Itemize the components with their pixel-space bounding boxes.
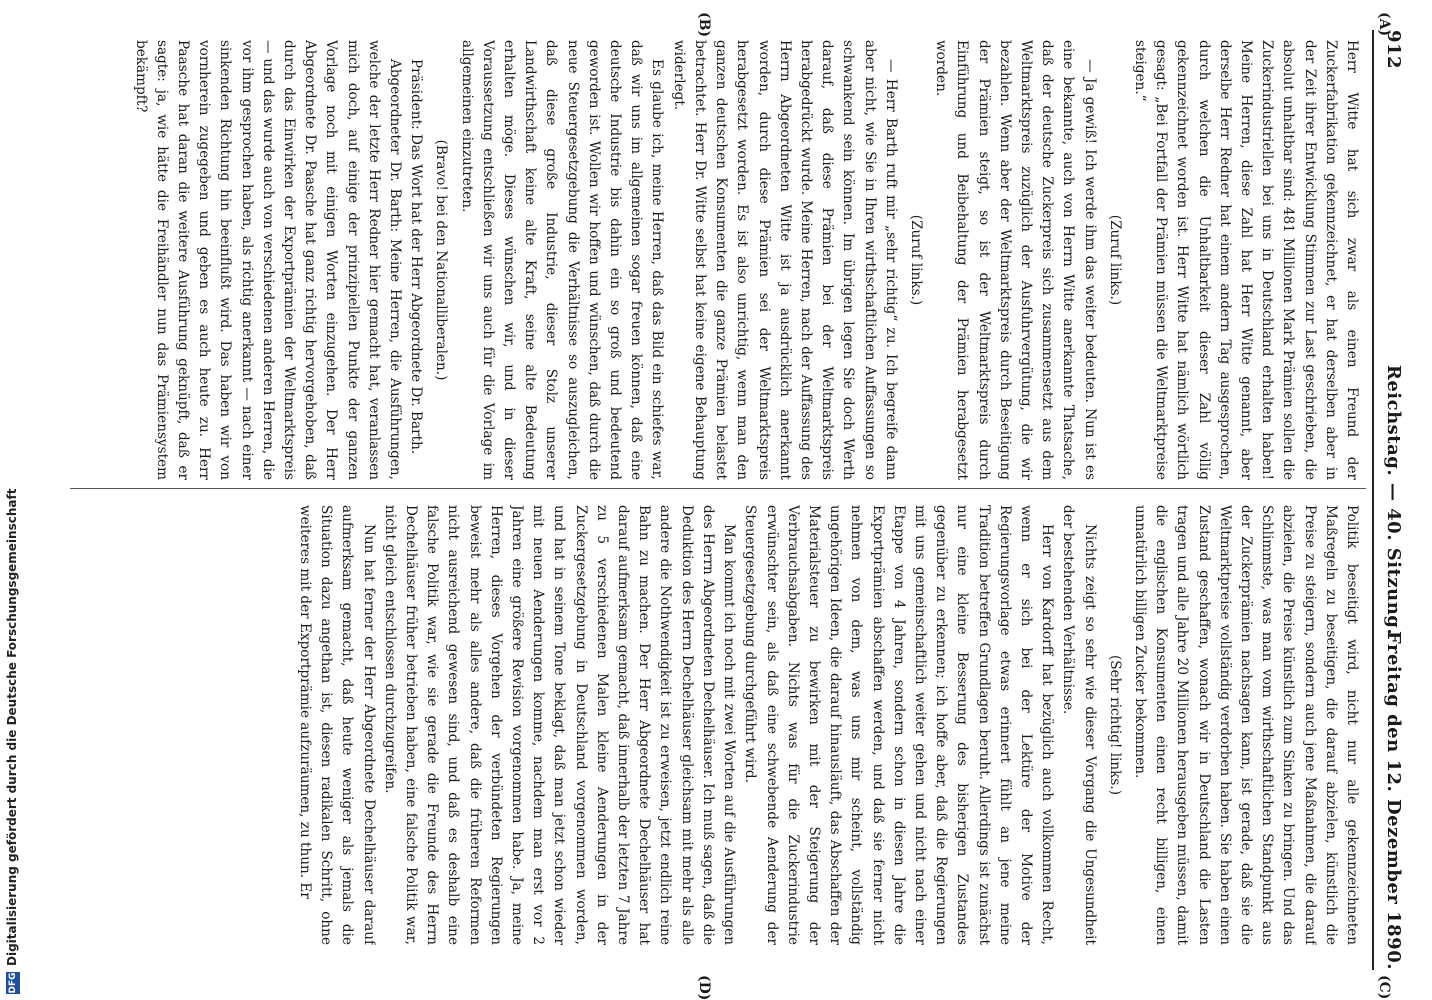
right-column <box>70 505 1362 945</box>
header-rule <box>1372 30 1374 970</box>
paragraph: Herr von Kardorff hat bezüglich auch vollkommen Recht, wenn er sich bei der Lektüre der Motive der Regierungsvorlage etwas erinnert fühlt an jene meine Tradition betreffen Grundlagen beruht. Allerdings ist zunächst nur eine kleine Besserung des bisherigen Zustandes gegenüber zu erkennen; ich hoffe aber, daß die Regierungen mit uns gemeinschaftlich weiter gehen und nicht nach einer Etappe von 4 Jahren, sondern schon in diesen Jahre die Exportprämien abschaffen werden, und daß sie ferner nicht nehmen von dem, was uns mir scheint, vollständig ungehörigen Ideen, die darauf hinausläuft, das Abschaffen der Materialsteuer zu bewirken mit der Steigerung der Verbrauchsabgaben. Nichts was für die Zuckerindustrie erwünschter sein, als daß eine schwebende Aenderung der Steuergesetzgebung durchgeführt wird. <box>742 505 1056 945</box>
paragraph: Herr Witte hat sich zwar als einen Freund der Zuckerfabrikation gekennzeichnet, er hat derselben aber in der Zeit ihrer Entwicklung Stimmen zur Last geschrieben, die absolut unhaltbar sind: 481 Millionen Mark Prämien sollen die Zuckerindustriellen bei uns in Deutschland erhalten haben! Meine Herren, diese Zahl hat Herr Witte genannt, aber derselbe Herr Redner hat einem andern Tag ausgesprochen, durch welchen die Unhaltbarkeit dieser Zahl völlig gekennzeichnet worden ist. Herr Witte hat nämlich wörtlich gesagt: „Bei Fortfall der Prämien müssen die Weltmarktpreise steigen.“ <box>1131 40 1360 480</box>
paragraph: — Herr Barth ruft mir „sehr richtig“ zu. Ich begreife dann aber nicht, wie Sie in Ihren wirthschaftlichen Auffassungen so schwankend sein können. Im übrigen legen Sie doch Werth darauf, daß diese Prämien bei der Weltmarktspreis herabgedrückt wurde. Meine Herren, nach der Auffassung des Herrn Abgeordneten Witte ist ja ausdrücklich anerkannt worden, durch diese Prämien sei der Weltmarktspreis herabgesetzt worden. Es ist also unrichtig, wenn man den ganzen deutschen Konsumenten die ganze Prämien belastet betrachtet. Herr Dr. Witte selbst hat keine eigene Behauptung widerlegt. <box>670 40 899 480</box>
left-column <box>70 40 1362 480</box>
paragraph: Politik beseitigt wird, nicht nur alle gekennzeichneten Maßregeln zu beseitigen, die darauf abzielen, künstlich die Preise zu steigern, sondern auch jene Maßnahmen, die darauf abzielen, die Preise künstlich zum Sinken zu bringen. Und das Schlimmste, was man vom wirthschaftlichen Standpunkt aus der Zuckerprämien nachsagen kann, ist gerade, daß sie die Weltmarktpreise vollständig verdorben haben. Sie haben einen Zustand geschaffen, wonach wir in Deutschland die Lasten tragen und alle Jahre 20 Millionen herausgeben müssen, damit die englischen Konsumenten einen recht billigen, einen unnatürlich billigen Zucker bekommen. <box>1131 505 1360 945</box>
dfg-logo-icon: DFG <box>8 972 18 994</box>
paragraph: — Ja gewiß! Ich werde ihm das weiter bedeuten. Nun ist es eine bekannte, auch von Herrn Witte anerkannte Thatsache, daß der deutsche Zuckerpreis sich zusammensetzt aus dem Weltmarktspreis zuzüglich der Ausfuhrvergütung, die wir bezahlen. Wenn aber der Weltmarktspreis durch Beseitigung der Prämien steigt, so ist der Weltmarktspreis durch Einführung und Beibehaltung der Prämien herabgesetzt worden. <box>933 40 1098 480</box>
paragraph: Nichts zeigt so sehr wie dieser Vorgang die Ungesundheit der bestehenden Verhältnisse. <box>1060 505 1098 945</box>
page-header <box>1376 30 1404 970</box>
column-divider <box>70 488 1366 489</box>
paragraph: Abgeordneter Dr. Barth: Meine Herren, die Ausführungen, welche der letzte Herr Redner hier gemacht hat, veranlassen mich doch, auf einige der prinzipiellen Punkte der ganzen Vorlage noch mit einigen Worten einzugehen. Der Herr Abgeordnete Dr. Paasche hat ganz richtig hervorgehoben, daß durch das Einwirken der Exportprämien der Weltmarktspreis — und das wurde auch von verschiedenen anderen Herren, die vor ihm gesprochen haben, als richtig anerkannt — nach einer sinkenden Richtung hin beeinflußt wird. Das haben wir von vornherein zugegeben und geben es auch heute zu. Herr Paasche hat daran die weitere Ausführung geknüpft, daß er sagte: ja, wie hätte die Freihändler nun das Prämiensystem bekämpft? <box>132 40 404 480</box>
funding-note: Digitalisierung gefördert durch die Deutsche Forschungsgemeinschaft <box>5 488 19 966</box>
interjection: (Bravo! bei den Nationalliberalen.) <box>433 139 450 381</box>
running-title: Reichstag. — 40. Sitzung. <box>1383 364 1404 636</box>
margin-mark-b: (B) <box>696 12 712 38</box>
session-date: Freitag den 12. Dezember 1890. <box>1383 631 1404 970</box>
funding-footer <box>2 0 26 1000</box>
margin-mark-c: (C) <box>1376 975 1392 1000</box>
interjection: (Zuruf links.) <box>907 214 924 306</box>
margin-mark-d: (D) <box>696 975 712 1000</box>
margin-mark-a: (A) <box>1376 12 1392 37</box>
paragraph: Präsident: Das Wort hat der Herr Abgeordnete Dr. Barth. <box>408 59 425 455</box>
page-number: 912 <box>1383 30 1404 70</box>
paragraph: Es glaube ich, meine Herren, daß das Bild ein schiefes war, daß wir uns im allgemeinen sogar freuen können, daß eine deutsche Industrie bis dahin ein so groß und bedeutend geworden ist. Wollen wir hoffen und wünschen, daß durch die neue Steuergesetzgebung die Verhältnisse so auszugleichen, daß diese große Industrie, dieser Stolz unserer Landwirthschaft keine alte Kraft, seine alte Bedeutung erhalten möge. Dieses wünschen wir, und in dieser Voraussetzung entschließen wir uns auch für die Vorlage im allgemeinen einzutreten. <box>458 40 666 480</box>
interjection: (Sehr richtig! links.) <box>1106 654 1123 796</box>
paragraph: Man kommt ich noch mit zwei Worten auf die Ausführungen des Herrn Abgeordneten Dechelhäuser. Ich muß sagen, daß die Deduktion des Herrn Dechelhäuser gleichsam mit mehr als alle andere die Nothwendigkeit ist zu erweisen, jetzt endlich reine Bahn zu machen. Der Herr Abgeordnete Dechelhäuser hat darauf aufmerksam gemacht, daß innerhalb der letzten 7 Jahre zu 5 verschiedenen Malen kleine Aenderungen in der Zuckergesetzgebung in Deutschland vorgenommen worden, und hat in seinem Tone beklagt, daß man jetzt schon wieder mit neuen Aenderungen komme, nachdem man erst vor 2 Jahren eine größere Revision vorgenommen habe. Ja, meine Herren, dieses Vorgehen der verbündeten Regierungen beweist mehr als alles andere, daß die früheren Reformen nicht ausreichend gewesen sind, und daß es deshalb eine falsche Politik war, wie sie gerade die Freunde des Herrn Dechelhäuser früher betrieben haben, eine falsche Politik war, nicht gleich entschlossen durchzugreifen. <box>381 505 738 945</box>
paragraph: Nun hat ferner der Herr Abgeordnete Dechelhäuser darauf aufmerksam gemacht, daß heute weniger als jemals die Situation dazu angethan ist, diesen radikalen Schritt, ohne weiteres mit der Exportprämie aufzuräumen, zu thun. Er <box>297 505 377 945</box>
interjection: (Zuruf links.) <box>1106 214 1123 306</box>
